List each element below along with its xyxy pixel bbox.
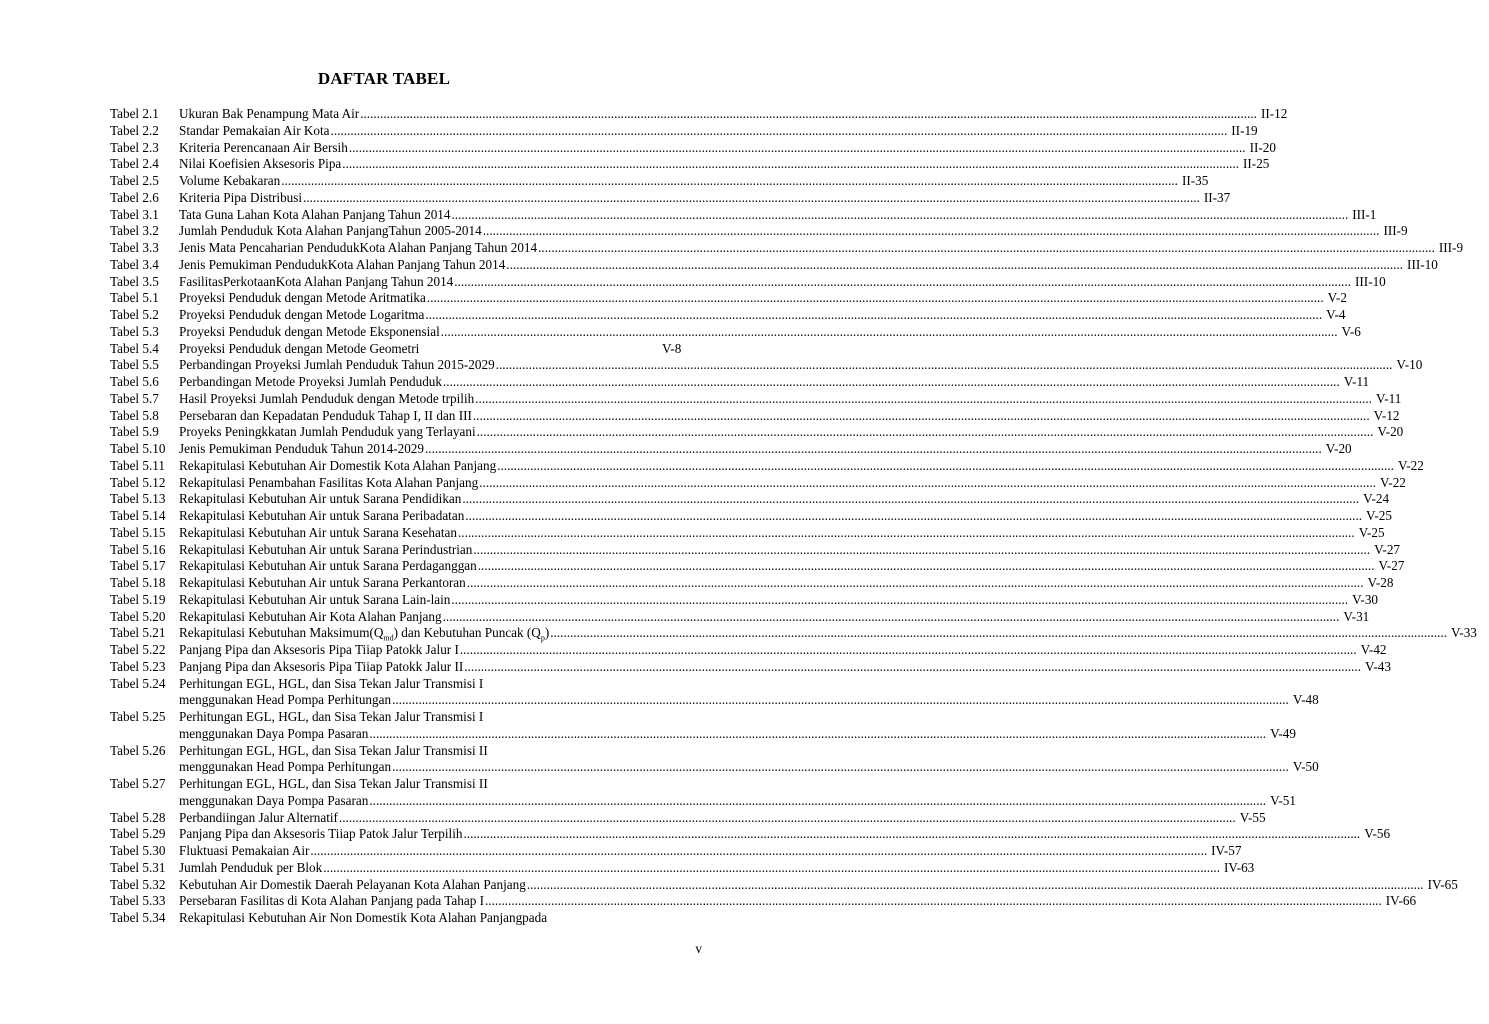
leader-dots <box>443 609 1340 626</box>
entry-title: Jenis Mata Pencaharian PendudukKota Alahan Panjang Tahun 2014 <box>179 240 538 255</box>
entry-label: Tabel 5.1 <box>110 290 159 306</box>
entry-label: Tabel 5.16 <box>110 541 166 557</box>
leader-dots <box>310 843 1207 860</box>
leader-dots <box>369 726 1266 743</box>
entry-title: Nilai Koefisien Aksesoris Pipa <box>179 156 342 172</box>
leader-dots <box>427 290 1324 307</box>
entry-page: V-49 <box>1270 725 1296 741</box>
entry-page: II-35 <box>1181 173 1209 188</box>
toc-entry[interactable] <box>110 307 1346 324</box>
entry-page: II-20 <box>1249 139 1276 155</box>
entry-label: Tabel 5.33 <box>110 893 166 909</box>
toc-entry[interactable] <box>110 541 1401 559</box>
toc-entry[interactable] <box>110 273 1386 291</box>
entry-title: Perhitungan EGL, HGL, dan Sisa Tekan Jalur Transmisi II <box>179 742 488 758</box>
leader-dots <box>331 123 1228 140</box>
entry-title: Kriteria Pipa Distribusi <box>179 189 303 205</box>
leader-dots <box>443 374 1340 391</box>
entry-page: III-9 <box>1438 240 1464 255</box>
entry-label: Tabel 5.18 <box>110 575 166 590</box>
toc-entry-continuation <box>110 759 1319 776</box>
leader-dots <box>467 575 1364 592</box>
subscript: md <box>383 633 394 643</box>
page-number: v <box>695 941 702 956</box>
entry-label: Tabel 5.24 <box>110 675 166 691</box>
entry-label: Tabel 5.7 <box>110 390 159 406</box>
entry-page: III-9 <box>1383 223 1408 239</box>
toc-entry[interactable] <box>110 608 1370 626</box>
entry-page: III-10 <box>1407 256 1438 272</box>
leader-dots <box>475 391 1372 408</box>
toc-entry[interactable] <box>110 474 1406 492</box>
toc-entry[interactable] <box>110 558 1405 575</box>
entry-title: Rekapitulasi Kebutuhan Air untuk Sarana Lain-lain <box>179 591 451 607</box>
entry-title: Perbandingan Metode Proyeksi Jumlah Penduduk <box>179 374 442 389</box>
entry-label: Tabel 5.12 <box>110 474 166 490</box>
toc-entry[interactable] <box>110 676 700 693</box>
toc-entry[interactable] <box>110 173 1209 190</box>
leader-dots <box>392 692 1289 709</box>
toc-entry[interactable] <box>110 709 700 726</box>
entry-label: Tabel 5.10 <box>110 441 166 456</box>
entry-label: Tabel 5.4 <box>110 340 159 356</box>
entry-page: V-20 <box>1377 424 1404 440</box>
toc-entry[interactable] <box>110 390 1402 408</box>
subscript: p <box>540 633 545 643</box>
entry-title: Rekapitulasi Kebutuhan Air Domestik Kota Alahan Panjang <box>179 457 497 473</box>
toc-entry[interactable] <box>110 508 1392 525</box>
entry-title-continued: menggunakan Head Pompa Perhitungan <box>179 759 392 775</box>
toc-entry[interactable] <box>110 893 1417 910</box>
entry-page: V-25 <box>1366 508 1392 523</box>
entry-title: Kebutuhan Air Domestik Daerah Pelayanan Kota Alahan Panjang <box>179 876 526 892</box>
entry-page: II-37 <box>1203 189 1231 205</box>
entry-title: Persebaran dan Kepadatan Penduduk Tahap I, II dan III <box>179 407 472 423</box>
toc-entry[interactable] <box>110 642 1387 659</box>
toc-entry[interactable] <box>110 323 1361 341</box>
entry-title-continued: menggunakan Head Pompa Perhitungan <box>179 692 392 708</box>
entry-title: Rekapitulasi Kebutuhan Air untuk Sarana Perdaganggan <box>179 558 477 574</box>
entry-label: Tabel 2.3 <box>110 139 159 155</box>
entry-title: Jumlah Penduduk Kota Alahan PanjangTahun 2005-2014 <box>179 223 482 239</box>
entry-page: II-12 <box>1260 106 1288 121</box>
toc-entry[interactable] <box>110 139 1276 157</box>
toc-entry[interactable] <box>110 843 1242 860</box>
entry-page: V-42 <box>1360 642 1387 657</box>
entry-page: V-33 <box>1451 625 1477 641</box>
entry-label: Tabel 2.1 <box>110 106 159 121</box>
leader-dots <box>473 408 1370 425</box>
entry-title: Jumlah Penduduk per Blok <box>179 859 323 875</box>
leader-dots <box>477 424 1374 441</box>
toc-entry[interactable] <box>110 776 700 793</box>
entry-label: Tabel 5.19 <box>110 591 166 607</box>
entry-title: Volume Kebakaran <box>179 173 281 188</box>
toc-entry[interactable] <box>110 524 1385 542</box>
entry-title: Perhitungan EGL, HGL, dan Sisa Tekan Jalur Transmisi I <box>179 675 484 691</box>
toc-entry[interactable] <box>110 575 1394 592</box>
entry-label: Tabel 5.9 <box>110 424 159 440</box>
entry-label: Tabel 5.23 <box>110 658 166 674</box>
leader-dots <box>496 357 1393 374</box>
toc-entry[interactable] <box>110 491 1390 508</box>
entry-label: Tabel 3.4 <box>110 256 159 272</box>
entry-title: Fluktuasi Pemakaian Air <box>179 843 310 858</box>
entry-title: Rekapitulasi Kebutuhan Air untuk Sarana Pendidikan <box>179 491 462 507</box>
entry-title: Hasil Proyeksi Jumlah Penduduk dengan Metode trpilih <box>179 390 475 406</box>
entry-page: V-8 <box>662 340 682 356</box>
toc-entry-continuation <box>110 725 1296 743</box>
entry-page: V-4 <box>1326 307 1346 322</box>
leader-dots <box>485 893 1382 910</box>
entry-title: Proyeksi Penduduk dengan Metode Logaritma <box>179 307 425 322</box>
entry-label: Tabel 5.26 <box>110 742 166 758</box>
entry-page: V-11 <box>1343 374 1370 389</box>
leader-dots <box>303 190 1200 207</box>
entry-page: III-1 <box>1352 206 1377 222</box>
entry-label: Tabel 3.1 <box>110 206 159 222</box>
entry-title: Perbandiingan Jalur Alternatif <box>179 809 338 825</box>
entry-page: V-55 <box>1239 809 1266 825</box>
entry-title: Perhitungan EGL, HGL, dan Sisa Tekan Jalur Transmisi II <box>179 776 488 791</box>
toc-entry[interactable] <box>110 374 1370 391</box>
leader-dots <box>369 793 1266 810</box>
entry-page: III-10 <box>1355 273 1386 289</box>
entry-page: V-10 <box>1396 357 1423 373</box>
entry-page: V-50 <box>1292 759 1319 775</box>
leader-dots <box>392 759 1289 776</box>
entry-label: Tabel 5.5 <box>110 357 159 373</box>
entry-title-continued: menggunakan Daya Pompa Pasaran <box>179 725 369 741</box>
entry-page: V-31 <box>1343 608 1370 624</box>
entry-page: V-6 <box>1341 323 1361 339</box>
page-title: DAFTAR TABEL <box>317 69 451 88</box>
leader-dots <box>460 642 1357 659</box>
entry-title-continued: menggunakan Daya Pompa Pasaran <box>179 792 369 808</box>
entry-page: V-27 <box>1374 541 1401 557</box>
entry-title: Panjang Pipa dan Aksesoris Tiiap Patok Jalur Terpilih <box>179 826 463 842</box>
leader-dots <box>538 240 1435 257</box>
entry-label: Tabel 5.22 <box>110 642 166 657</box>
leader-dots <box>441 324 1338 341</box>
entry-title: Rekapitulasi Kebutuhan Air Kota Alahan Panjang <box>179 608 442 624</box>
entry-page: V-56 <box>1364 826 1391 842</box>
entry-page: IV-57 <box>1211 843 1242 858</box>
entry-label: Tabel 5.15 <box>110 524 166 540</box>
entry-page: V-22 <box>1397 457 1424 473</box>
entry-label: Tabel 5.31 <box>110 859 166 875</box>
entry-title: Ukuran Bak Penampung Mata Air <box>179 106 360 121</box>
entry-page: V-2 <box>1327 290 1347 306</box>
entry-page: IV-63 <box>1223 859 1255 875</box>
toc-entry[interactable] <box>110 910 700 927</box>
leader-dots <box>323 860 1220 877</box>
entry-title: Persebaran Fasilitas di Kota Alahan Panjang pada Tahap I <box>179 893 484 909</box>
leader-dots <box>473 542 1370 559</box>
entry-page: IV-65 <box>1427 876 1458 892</box>
toc-entry[interactable] <box>110 156 1270 173</box>
leader-dots <box>463 826 1360 843</box>
toc-entry[interactable] <box>110 876 1458 894</box>
toc-entry[interactable] <box>110 809 1266 827</box>
entry-title: Proyeksi Penduduk dengan Metode Geometri <box>179 340 420 356</box>
entry-title: Rekapitulasi Kebutuhan Air untuk Sarana Kesehatan <box>179 524 457 540</box>
leader-dots <box>360 106 1257 123</box>
entry-title: Rekapitulasi Kebutuhan Air untuk Sarana Perindustrian <box>179 541 473 557</box>
entry-label: Tabel 2.5 <box>110 173 159 188</box>
entry-label: Tabel 5.17 <box>110 558 166 574</box>
leader-dots <box>506 257 1403 274</box>
leader-dots <box>451 592 1348 609</box>
entry-title: Panjang Pipa dan Aksesoris Pipa Tiiap Patokk Jalur I <box>179 642 459 657</box>
entry-title: Tata Guna Lahan Kota Alahan Panjang Tahun 2014 <box>179 206 451 222</box>
leader-dots <box>281 173 1178 190</box>
leader-dots <box>451 207 1348 224</box>
entry-label: Tabel 5.21 <box>110 625 166 641</box>
toc-entry[interactable] <box>110 457 1424 475</box>
entry-page: V-48 <box>1292 692 1319 708</box>
entry-label: Tabel 5.13 <box>110 491 166 507</box>
leader-dots <box>527 877 1424 894</box>
entry-title: Rekapitulasi Kebutuhan Air untuk Sarana Peribadatan <box>179 508 465 523</box>
entry-title: Rekapitulasi Kebutuhan Air Non Domestik Kota Alahan Panjangpada <box>179 910 548 925</box>
entry-label: Tabel 5.28 <box>110 809 166 825</box>
entry-page: V-24 <box>1363 491 1390 507</box>
toc-entry[interactable] <box>110 625 1477 643</box>
toc-entry[interactable] <box>110 424 1404 441</box>
entry-title: Panjang Pipa dan Aksesoris Pipa Tiiap Patokk Jalur II <box>179 658 464 674</box>
entry-title: Standar Pemakaian Air Kota <box>179 122 330 138</box>
leader-dots <box>339 810 1236 827</box>
entry-page: V-51 <box>1270 792 1296 808</box>
entry-label: Tabel 3.3 <box>110 240 159 255</box>
entry-label: Tabel 5.3 <box>110 323 159 339</box>
entry-label: Tabel 5.27 <box>110 776 166 791</box>
entry-label: Tabel 5.29 <box>110 826 166 842</box>
entry-page: II-19 <box>1231 122 1258 138</box>
toc-entry[interactable] <box>110 256 1438 274</box>
toc-entry[interactable] <box>110 407 1400 425</box>
toc-entry[interactable] <box>110 189 1231 207</box>
entry-title: Proyeks Peningkkatan Jumlah Penduduk yang Terlayani <box>179 424 476 440</box>
toc-entry[interactable] <box>110 240 1464 257</box>
entry-label: Tabel 5.32 <box>110 876 166 892</box>
entry-title: Jenis Pemukiman Penduduk Tahun 2014-2029 <box>179 441 424 456</box>
entry-label: Tabel 5.34 <box>110 910 166 925</box>
entry-label: Tabel 5.20 <box>110 608 166 624</box>
entry-label: Tabel 5.30 <box>110 843 166 858</box>
entry-label: Tabel 5.14 <box>110 508 166 523</box>
entry-page: V-28 <box>1367 575 1394 590</box>
toc-entry[interactable] <box>110 206 1377 224</box>
toc-entry[interactable] <box>110 859 1255 877</box>
leader-dots <box>425 307 1322 324</box>
leader-dots <box>465 508 1362 525</box>
entry-label: Tabel 5.6 <box>110 374 159 389</box>
leader-dots <box>462 491 1359 508</box>
leader-dots <box>497 458 1394 475</box>
entry-title-part: Rekapitulasi Kebutuhan Maksimum(Q <box>179 625 384 641</box>
toc-entry[interactable] <box>110 106 1288 123</box>
entry-title: Rekapitulasi Kebutuhan Air untuk Sarana Perkantoran <box>179 575 466 590</box>
entry-title: Perhitungan EGL, HGL, dan Sisa Tekan Jalur Transmisi I <box>179 709 484 724</box>
toc-entry-continuation <box>110 792 1296 810</box>
leader-dots <box>425 441 1322 458</box>
entry-page: V-30 <box>1352 591 1379 607</box>
entry-page: V-20 <box>1325 441 1352 456</box>
entry-title: Proyeksi Penduduk dengan Metode Eksponensial <box>179 323 440 339</box>
leader-dots <box>458 525 1355 542</box>
leader-dots <box>550 625 1447 642</box>
entry-label: Tabel 2.6 <box>110 189 159 205</box>
toc-entry[interactable] <box>110 441 1352 458</box>
entry-label: Tabel 5.11 <box>110 457 165 473</box>
toc-entry[interactable] <box>110 826 1391 843</box>
toc-entry[interactable] <box>110 658 1391 676</box>
toc-entry[interactable] <box>110 357 1423 374</box>
entry-page: V-25 <box>1358 524 1385 540</box>
toc-entry[interactable] <box>110 591 1379 609</box>
entry-page: V-22 <box>1379 474 1406 490</box>
leader-dots <box>464 659 1361 676</box>
entry-label: Tabel 2.4 <box>110 156 159 172</box>
leader-dots <box>349 140 1246 157</box>
leader-dots <box>342 156 1239 173</box>
leader-dots <box>483 223 1380 240</box>
toc-entry-continuation <box>110 692 1319 709</box>
entry-title <box>179 625 549 642</box>
table-of-tables <box>110 106 1477 927</box>
toc-entry[interactable] <box>110 223 1408 240</box>
toc-entry[interactable] <box>110 122 1258 140</box>
entry-page: V-27 <box>1378 558 1405 574</box>
entry-label: Tabel 5.8 <box>110 407 159 423</box>
toc-entry[interactable] <box>110 341 700 358</box>
entry-label: Tabel 2.2 <box>110 122 159 138</box>
entry-label: Tabel 3.2 <box>110 223 159 239</box>
entry-title-part: ) dan Kebutuhan Puncak (Q <box>393 625 541 641</box>
toc-entry[interactable] <box>110 290 1347 307</box>
toc-entry[interactable] <box>110 743 700 760</box>
entry-page: V-43 <box>1365 658 1391 674</box>
entry-title: Jenis Pemukiman PendudukKota Alahan Panjang Tahun 2014 <box>179 256 506 272</box>
entry-title: FasilitasPerkotaanKota Alahan Panjang Tahun 2014 <box>179 273 454 289</box>
entry-page: V-11 <box>1375 390 1402 406</box>
entry-label: Tabel 5.25 <box>110 709 166 724</box>
leader-dots <box>478 558 1375 575</box>
entry-title: Proyeksi Penduduk dengan Metode Aritmatika <box>179 290 426 306</box>
entry-page: V-12 <box>1373 407 1400 423</box>
leader-dots <box>454 274 1351 291</box>
leader-dots <box>479 475 1376 492</box>
entry-page: II-25 <box>1243 156 1270 172</box>
entry-label: Tabel 3.5 <box>110 273 159 289</box>
entry-title-part: ) <box>544 625 550 641</box>
entry-title: Kriteria Perencanaan Air Bersih <box>179 139 348 155</box>
entry-title: Rekapitulasi Penambahan Fasilitas Kota Alahan Panjang <box>179 474 479 490</box>
entry-label: Tabel 5.2 <box>110 307 159 322</box>
entry-title: Perbandingan Proyeksi Jumlah Penduduk Tahun 2015-2029 <box>179 357 495 373</box>
entry-page: IV-66 <box>1385 893 1417 909</box>
